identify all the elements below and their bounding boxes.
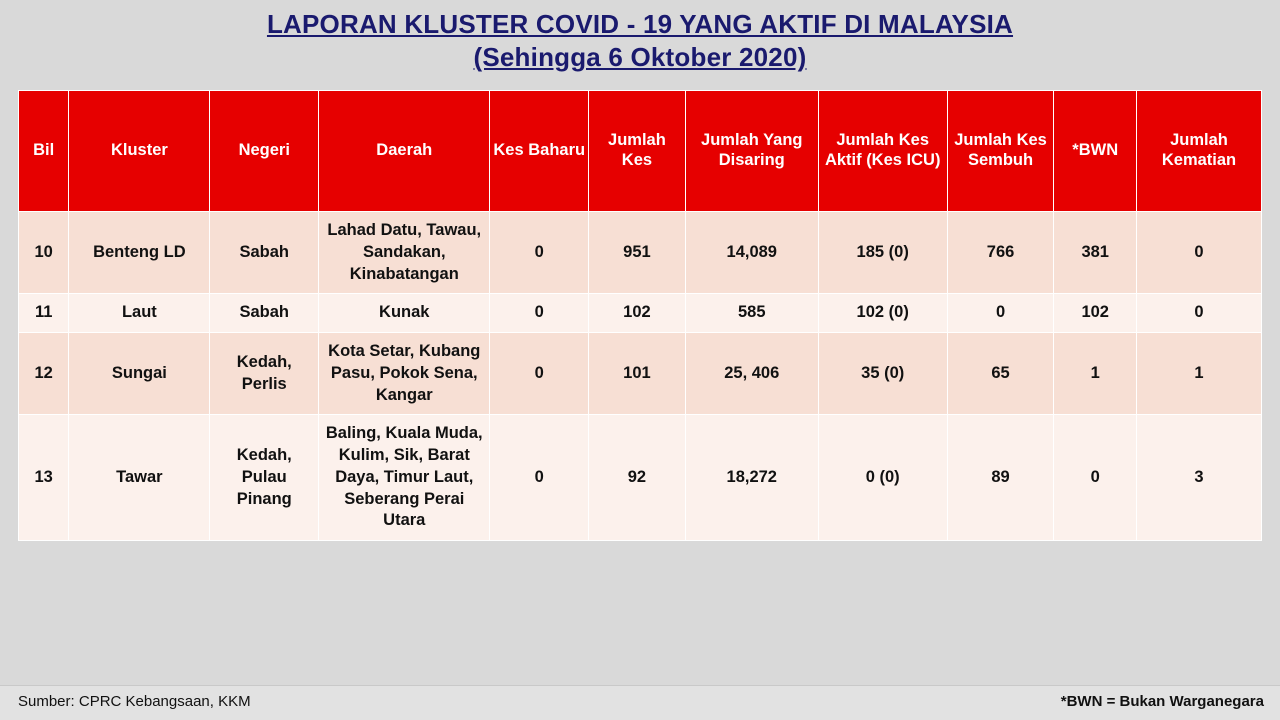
cell-daerah: Lahad Datu, Tawau, Sandakan, Kinabatangan xyxy=(319,212,490,294)
column-header-jumlah-disaring: Jumlah Yang Disaring xyxy=(685,91,818,212)
cell-jumlah-kes: 102 xyxy=(589,294,686,333)
cell-kematian: 1 xyxy=(1137,333,1262,415)
footer xyxy=(0,685,1280,720)
cell-bwn: 0 xyxy=(1054,415,1137,541)
cell-kes-sembuh: 766 xyxy=(947,212,1054,294)
cell-bwn: 1 xyxy=(1054,333,1137,415)
table-row xyxy=(19,333,1262,415)
cell-bil: 10 xyxy=(19,212,69,294)
page-title xyxy=(0,0,1280,75)
cell-bil: 11 xyxy=(19,294,69,333)
cell-jumlah-disaring: 25, 406 xyxy=(685,333,818,415)
cell-kes-sembuh: 65 xyxy=(947,333,1054,415)
cell-bil: 13 xyxy=(19,415,69,541)
cell-kes-sembuh: 89 xyxy=(947,415,1054,541)
cell-kes-aktif: 35 (0) xyxy=(818,333,947,415)
column-header-kes-aktif: Jumlah Kes Aktif (Kes ICU) xyxy=(818,91,947,212)
table-row xyxy=(19,212,1262,294)
cell-kes-baharu: 0 xyxy=(490,415,589,541)
cell-kematian: 3 xyxy=(1137,415,1262,541)
table-header-row xyxy=(19,91,1262,212)
cell-jumlah-disaring: 585 xyxy=(685,294,818,333)
cell-kluster: Sungai xyxy=(69,333,210,415)
cell-kluster: Tawar xyxy=(69,415,210,541)
cell-negeri: Sabah xyxy=(210,212,319,294)
cell-kes-aktif: 102 (0) xyxy=(818,294,947,333)
cell-kes-baharu: 0 xyxy=(490,333,589,415)
column-header-negeri: Negeri xyxy=(210,91,319,212)
cell-negeri: Kedah, Pulau Pinang xyxy=(210,415,319,541)
cell-negeri: Sabah xyxy=(210,294,319,333)
table-row xyxy=(19,294,1262,333)
cell-kes-aktif: 0 (0) xyxy=(818,415,947,541)
cell-jumlah-disaring: 14,089 xyxy=(685,212,818,294)
column-header-bil: Bil xyxy=(19,91,69,212)
cell-kes-baharu: 0 xyxy=(490,294,589,333)
cell-jumlah-disaring: 18,272 xyxy=(685,415,818,541)
column-header-kes-sembuh: Jumlah Kes Sembuh xyxy=(947,91,1054,212)
column-header-kematian: Jumlah Kematian xyxy=(1137,91,1262,212)
table-body xyxy=(19,212,1262,541)
cell-bwn: 381 xyxy=(1054,212,1137,294)
column-header-kes-baharu: Kes Baharu xyxy=(490,91,589,212)
cell-kematian: 0 xyxy=(1137,212,1262,294)
title-line-2: (Sehingga 6 Oktober 2020) xyxy=(473,42,807,73)
table-row xyxy=(19,415,1262,541)
cell-kluster: Laut xyxy=(69,294,210,333)
column-header-kluster: Kluster xyxy=(69,91,210,212)
column-header-daerah: Daerah xyxy=(319,91,490,212)
title-line-1: LAPORAN KLUSTER COVID - 19 YANG AKTIF DI MALAYSIA xyxy=(266,9,1014,39)
cell-kematian: 0 xyxy=(1137,294,1262,333)
cell-jumlah-kes: 92 xyxy=(589,415,686,541)
cell-jumlah-kes: 101 xyxy=(589,333,686,415)
cell-daerah: Baling, Kuala Muda, Kulim, Sik, Barat Daya, Timur Laut, Seberang Perai Utara xyxy=(319,415,490,541)
bwn-legend: *BWN = Bukan Warganegara xyxy=(1060,693,1264,710)
cell-kes-baharu: 0 xyxy=(490,212,589,294)
cell-negeri: Kedah, Perlis xyxy=(210,333,319,415)
cell-bil: 12 xyxy=(19,333,69,415)
table-header xyxy=(19,91,1262,212)
source-note: Sumber: CPRC Kebangsaan, KKM xyxy=(18,693,251,710)
cell-kluster: Benteng LD xyxy=(69,212,210,294)
cell-kes-sembuh: 0 xyxy=(947,294,1054,333)
cell-jumlah-kes: 951 xyxy=(589,212,686,294)
cluster-table xyxy=(18,90,1262,541)
cell-bwn: 102 xyxy=(1054,294,1137,333)
cell-kes-aktif: 185 (0) xyxy=(818,212,947,294)
cell-daerah: Kota Setar, Kubang Pasu, Pokok Sena, Kangar xyxy=(319,333,490,415)
cell-daerah: Kunak xyxy=(319,294,490,333)
column-header-jumlah-kes: Jumlah Kes xyxy=(589,91,686,212)
cluster-table-container xyxy=(18,90,1262,541)
column-header-bwn: *BWN xyxy=(1054,91,1137,212)
